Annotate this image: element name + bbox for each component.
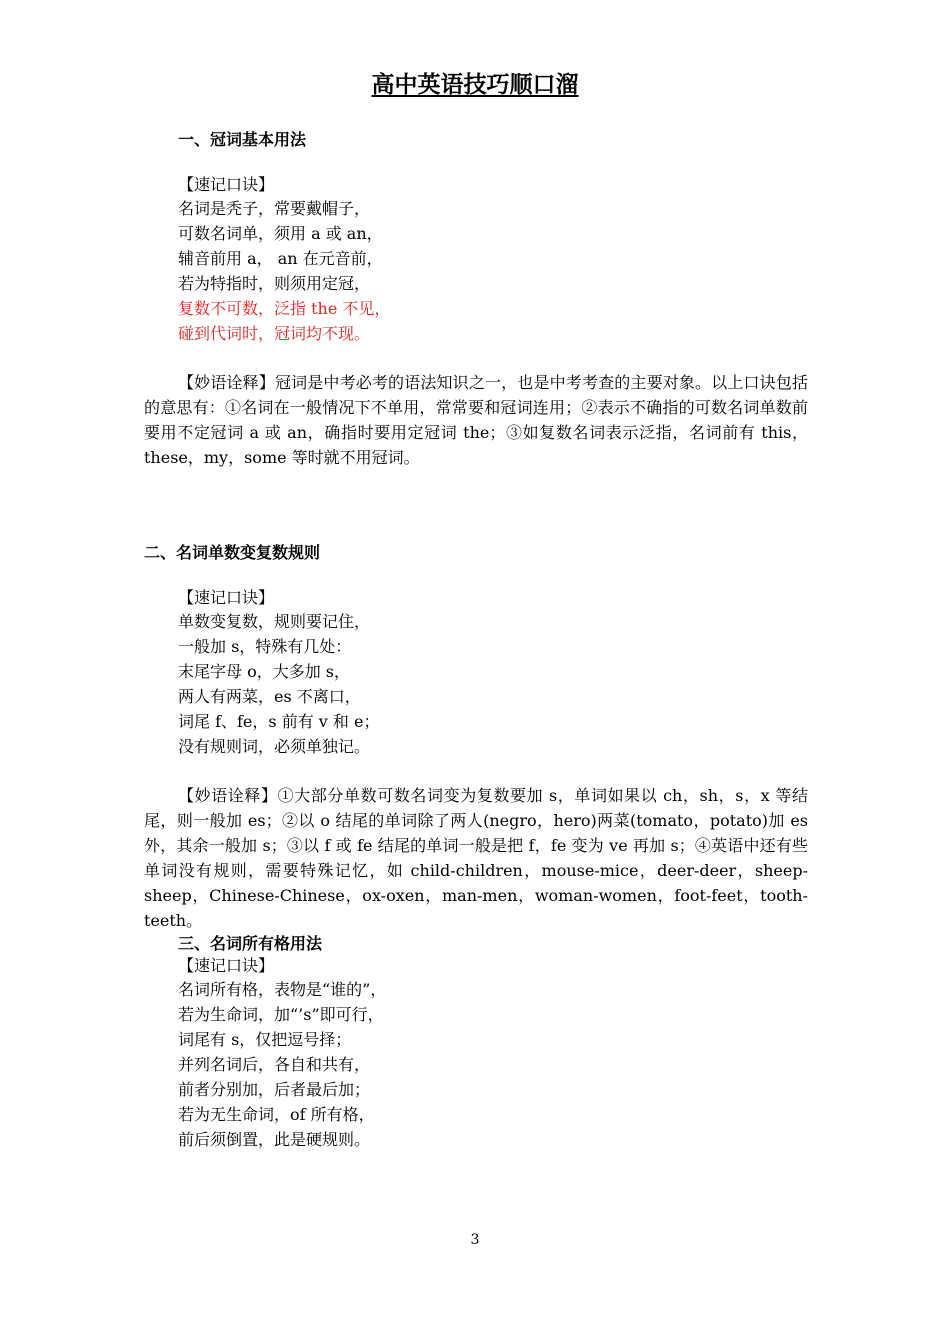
mnemonic-line: 没有规则词，必须单独记。 <box>178 737 371 756</box>
page-title-text: 高中英语技巧顺口溜 <box>371 72 579 98</box>
section-heading-plural-nouns: 二、名词单数变复数规则 <box>144 543 321 562</box>
mnemonic-line: 若为特指时，则须用定冠， <box>178 274 371 293</box>
mnemonic-line: 词尾有 s，仅把逗号择； <box>178 1030 352 1049</box>
mnemonic-label: 【速记口诀】 <box>178 175 275 194</box>
mnemonic-line: 两人有两菜，es 不离口， <box>178 687 361 706</box>
page-number: 3 <box>470 1232 480 1248</box>
mnemonic-line: 前者分别加，后者最后加； <box>178 1080 371 1099</box>
mnemonic-line: 一般加 s，特殊有几处： <box>178 637 352 656</box>
mnemonic-label: 【速记口诀】 <box>178 588 275 607</box>
mnemonic-line: 并列名词后，各自和共有， <box>178 1055 371 1074</box>
mnemonic-label: 【速记口诀】 <box>178 956 275 975</box>
mnemonic-line: 末尾字母 o，大多加 s， <box>178 662 351 681</box>
section-heading-articles: 一、冠词基本用法 <box>178 130 307 149</box>
mnemonic-line: 可数名词单，须用 a 或 an， <box>178 224 383 243</box>
mnemonic-line: 单数变复数，规则要记住， <box>178 612 371 631</box>
mnemonic-line-highlighted: 碰到代词时，冠词均不现。 <box>178 324 371 343</box>
mnemonic-line: 词尾 f、fe，s 前有 v 和 e； <box>178 712 380 731</box>
mnemonic-line: 若为生命词，加“’s”即可行， <box>178 1005 384 1024</box>
page-title <box>0 66 950 99</box>
mnemonic-line: 名词所有格，表物是“谁的”， <box>178 980 387 999</box>
mnemonic-line: 名词是秃子，常要戴帽子， <box>178 199 371 218</box>
mnemonic-line: 前后须倒置，此是硬规则。 <box>178 1130 371 1149</box>
explanation-paragraph: 【妙语诠释】①大部分单数可数名词变为复数要加 s，单词如果以 ch，sh，s，x 等结尾，则一般加 es；②以 o 结尾的单词除了两人(negro，hero)两菜(tomato，potato)加 es 外，其余一般加 s；③以 f 或 fe 结尾的单词一般是把 f，fe 变为 ve 再加 s；④英语中还有些单词没有规则，需要特殊记忆，如 child-children，mouse-mice，deer-deer，sheep-sheep，Chinese-Chinese，ox-oxen，man-men，woman-women，foot-feet，tooth-teeth。 <box>144 786 808 930</box>
mnemonic-line: 若为无生命词，of 所有格， <box>178 1105 375 1124</box>
explanation-paragraph: 【妙语诠释】冠词是中考必考的语法知识之一，也是中考考查的主要对象。以上口诀包括的意思有：①名词在一般情况下不单用，常常要和冠词连用；②表示不确指的可数名词单数前要用不定冠词 a 或 an，确指时要用定冠词 the；③如复数名词表示泛指，名词前有 this，these，my，some 等时就不用冠词。 <box>144 373 808 467</box>
section-heading-possessive: 三、名词所有格用法 <box>178 934 323 953</box>
mnemonic-line-highlighted: 复数不可数，泛指 the 不见， <box>178 299 391 318</box>
mnemonic-line: 辅音前用 a， an 在元音前， <box>178 249 383 268</box>
